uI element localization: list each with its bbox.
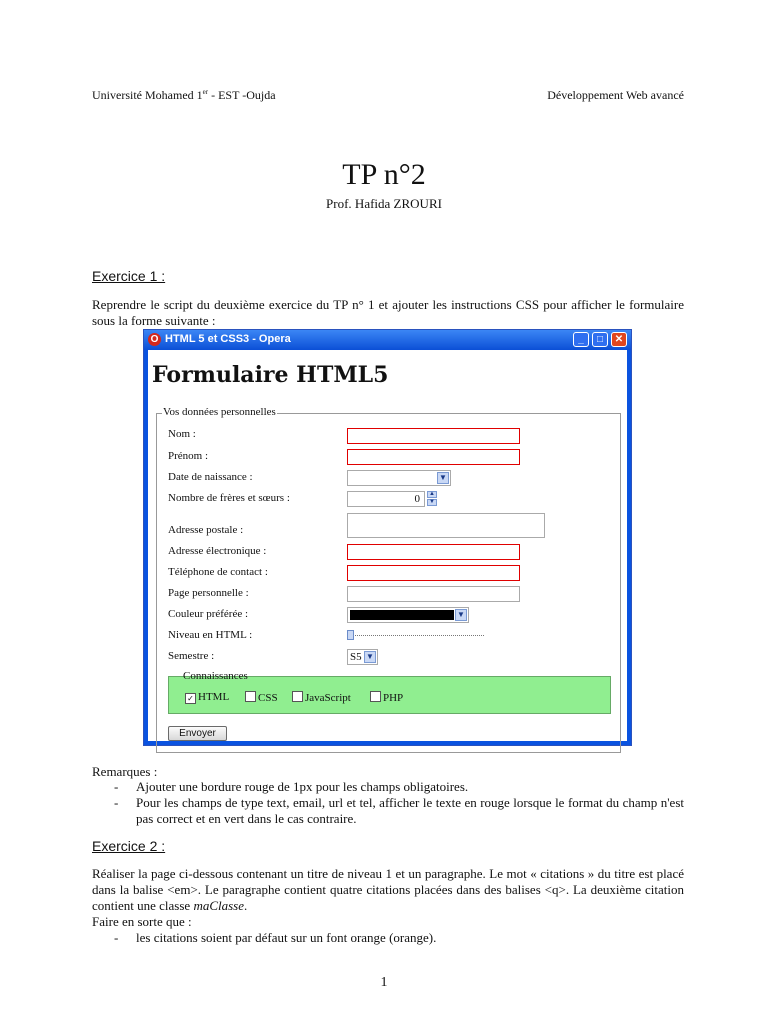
date-label: Date de naissance : bbox=[168, 471, 253, 483]
couleur-label: Couleur préférée : bbox=[168, 608, 249, 620]
checkbox-css[interactable]: CSS bbox=[245, 691, 278, 704]
checkbox-box[interactable] bbox=[292, 691, 303, 702]
niveau-range-handle[interactable] bbox=[347, 630, 354, 640]
remarks-heading: Remarques : bbox=[92, 764, 158, 779]
remarks-list bbox=[106, 779, 684, 827]
checkbox-box[interactable]: ✓ bbox=[185, 693, 196, 704]
exercise2-heading: Exercice 2 : bbox=[92, 838, 166, 854]
list-item: - les citations soient par défaut sur un font orange (orange). bbox=[106, 930, 684, 946]
browser-content bbox=[148, 350, 627, 741]
checkbox-html[interactable]: ✓ HTML bbox=[185, 691, 229, 704]
spin-down-icon[interactable]: ▼ bbox=[427, 499, 437, 506]
knowledge-legend: Connaissances bbox=[183, 670, 248, 682]
exercise2-list bbox=[106, 930, 684, 946]
page-number: 1 bbox=[380, 975, 388, 990]
niveau-label: Niveau en HTML : bbox=[168, 629, 253, 641]
semestre-value: S5 bbox=[350, 651, 362, 663]
exercise2-instruction: Faire en sorte que : bbox=[92, 914, 192, 929]
color-swatch bbox=[350, 610, 454, 620]
minimize-icon[interactable]: _ bbox=[573, 332, 589, 347]
nom-input[interactable] bbox=[347, 428, 520, 444]
nom-label: Nom : bbox=[168, 428, 196, 440]
semestre-label: Semestre : bbox=[168, 650, 215, 662]
checkbox-javascript[interactable]: JavaScript bbox=[292, 691, 351, 704]
opera-logo-icon: O bbox=[148, 333, 161, 346]
close-icon[interactable]: ✕ bbox=[611, 332, 627, 347]
tel-label: Téléphone de contact : bbox=[168, 566, 268, 578]
freres-value: 0 bbox=[414, 493, 420, 505]
page-url-input[interactable] bbox=[347, 586, 520, 602]
freres-number-input[interactable] bbox=[347, 491, 425, 507]
header-course: Développement Web avancé bbox=[547, 88, 684, 102]
list-item: - Ajouter une bordure rouge de 1px pour les champs obligatoires. bbox=[106, 779, 684, 795]
page-title: TP n°2 bbox=[342, 158, 426, 191]
page-label: Page personnelle : bbox=[168, 587, 249, 599]
semestre-select[interactable] bbox=[347, 649, 378, 665]
maximize-icon[interactable]: □ bbox=[592, 332, 608, 347]
chevron-down-icon: ▼ bbox=[364, 651, 376, 663]
adresse-label: Adresse postale : bbox=[168, 524, 244, 536]
couleur-select[interactable] bbox=[347, 607, 469, 623]
fieldset-legend: Vos données personnelles bbox=[163, 406, 276, 418]
professor-name: Prof. Hafida ZROURI bbox=[326, 196, 442, 211]
prenom-label: Prénom : bbox=[168, 450, 209, 462]
date-select[interactable] bbox=[347, 470, 451, 486]
checkbox-box[interactable] bbox=[370, 691, 381, 702]
spin-up-icon[interactable]: ▲ bbox=[427, 491, 437, 498]
exercise1-heading: Exercice 1 : bbox=[92, 268, 166, 284]
window-titlebar bbox=[144, 330, 631, 350]
checkbox-php[interactable]: PHP bbox=[370, 691, 403, 704]
browser-window bbox=[143, 329, 632, 746]
exercise1-intro: Reprendre le script du deuxième exercice du TP n° 1 et ajouter les instructions CSS pour afficher le formulaire sous la forme suivante : bbox=[92, 297, 684, 328]
freres-label: Nombre de frères et sœurs : bbox=[168, 492, 290, 504]
list-item: - Pour les champs de type text, email, url et tel, afficher le texte en rouge lorsque le format du champ n'est pas correct et en vert dans le cas contraire. bbox=[106, 795, 684, 827]
window-title: HTML 5 et CSS3 - Opera bbox=[165, 333, 291, 345]
exercise2-intro: Réaliser la page ci-dessous contenant un titre de niveau 1 et un paragraphe. Le mot « citations » du titre est placé dans la balise <em>. Le paragraphe contient quatre citations placées dans des balises <q>. La deuxième citation contient une classe maClasse. bbox=[92, 866, 684, 913]
header-institution: Université Mohamed 1er - EST -Oujda bbox=[92, 88, 276, 102]
adresse-textarea[interactable] bbox=[347, 513, 545, 538]
chevron-down-icon: ▼ bbox=[437, 472, 449, 484]
email-label: Adresse électronique : bbox=[168, 545, 267, 557]
niveau-range-track[interactable] bbox=[347, 635, 484, 636]
knowledge-fieldset bbox=[168, 670, 611, 714]
prenom-input[interactable] bbox=[347, 449, 520, 465]
form-heading: Formulaire HTML5 bbox=[152, 362, 389, 388]
chevron-down-icon: ▼ bbox=[455, 609, 467, 621]
tel-input[interactable] bbox=[347, 565, 520, 581]
submit-button[interactable]: Envoyer bbox=[168, 726, 227, 741]
checkbox-box[interactable] bbox=[245, 691, 256, 702]
email-input[interactable] bbox=[347, 544, 520, 560]
personal-data-fieldset bbox=[156, 406, 621, 753]
